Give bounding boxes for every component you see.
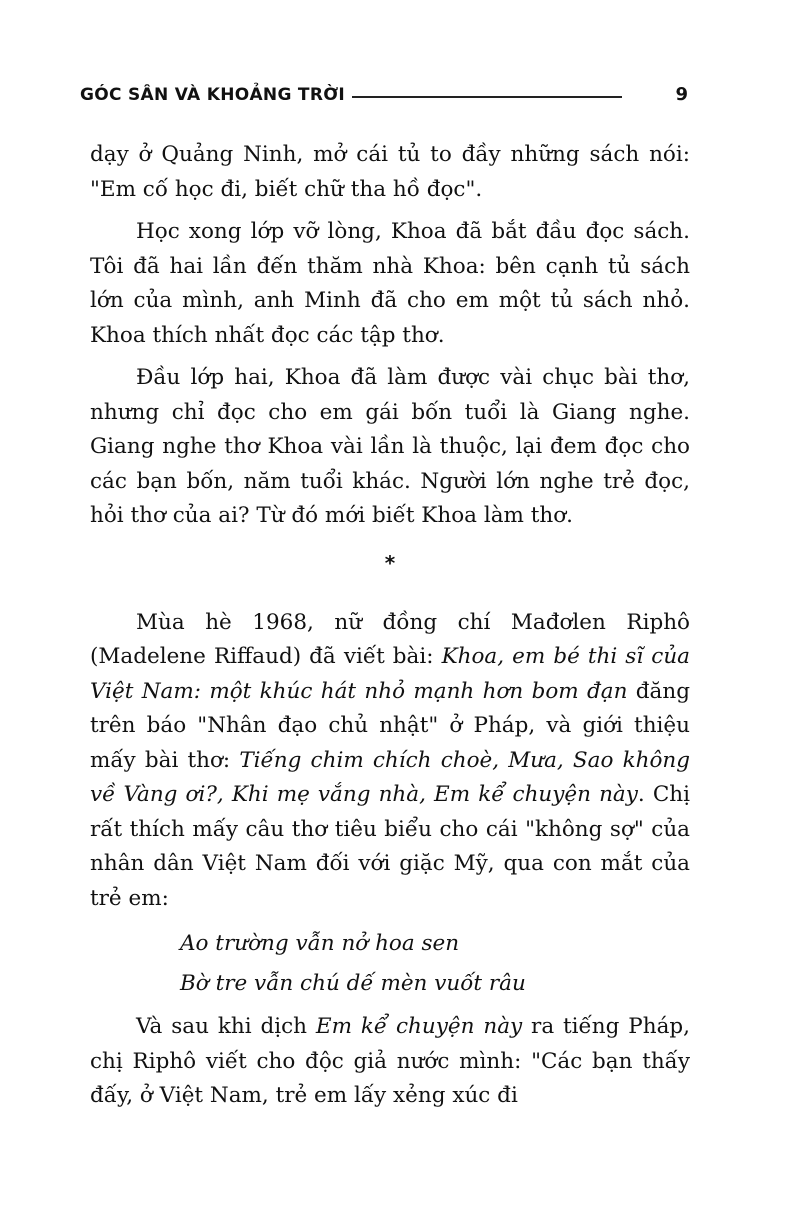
poem-title: Em kể chuyện này <box>315 1014 523 1039</box>
paragraph-1: dạy ở Quảng Ninh, mở cái tủ to đầy những sách nói: "Em cố học đi, biết chữ tha hồ đọc". <box>90 142 690 202</box>
running-title: GÓC SÂN VÀ KHOẢNG TRỜI <box>80 85 345 105</box>
paragraph-3: Đầu lớp hai, Khoa đã làm được vài chục bài thơ, nhưng chỉ đọc cho em gái bốn tuổi là Giang nghe. Giang nghe thơ Khoa vài lần là thuộc, lại đem đọc cho các bạn bốn, năm tuổi khác. Người lớn nghe trẻ đọc, hỏi thơ của ai? Từ đó mới biết Khoa làm thơ. <box>90 365 690 528</box>
article-title: Khoa, em bé thi sĩ của Việt Nam: một khúc hát nhỏ mạnh hơn bom đạn <box>90 644 690 704</box>
poem-titles: Tiếng chim chích choè, Mưa, Sao không về Vàng ơi?, Khi mẹ vắng nhà, Em kể chuyện này <box>90 747 691 807</box>
page-header <box>80 80 688 110</box>
verse-line-2: Bờ tre vẫn chú dế mèn vuốt râu <box>180 971 526 996</box>
section-separator: * <box>384 550 396 575</box>
paragraph-2: Học xong lớp vỡ lòng, Khoa đã bắt đầu đọc sách. Tôi đã hai lần đến thăm nhà Khoa: bên cạnh tủ sách lớn của mình, anh Minh đã cho em một tủ sách nhỏ. Khoa thích nhất đọc các tập thơ. <box>90 219 690 348</box>
paragraph-4 <box>90 606 690 917</box>
paragraph-4-text-3: . Chị rất thích mấy câu thơ tiêu biểu cho cái "không sợ" của nhân dân Việt Nam đối với giặc Mỹ, qua con mắt của trẻ em: <box>90 782 691 911</box>
verse-block <box>90 924 690 1004</box>
paragraph-5-text-2: ra tiếng Pháp, chị Riphô viết cho độc giả nước mình: "Các bạn thấy đấy, ở Việt Nam, trẻ em lấy xẻng xúc đi <box>90 1014 691 1108</box>
paragraph-5-text-1: Và sau khi dịch <box>136 1014 316 1039</box>
body-text <box>90 138 690 1122</box>
paragraph-4-text-2: đăng trên báo "Nhân đạo chủ nhật" ở Pháp, và giới thiệu mấy bài thơ: <box>90 678 690 773</box>
paragraph-5 <box>90 1010 690 1114</box>
page-number: 9 <box>675 84 688 105</box>
header-rule <box>352 96 622 98</box>
verse-line-1: Ao trường vẫn nở hoa sen <box>180 931 460 956</box>
paragraph-4-text-1: Mùa hè 1968, nữ đồng chí Mađơlen Riphô (Madelene Riffaud) đã viết bài: <box>90 609 690 669</box>
